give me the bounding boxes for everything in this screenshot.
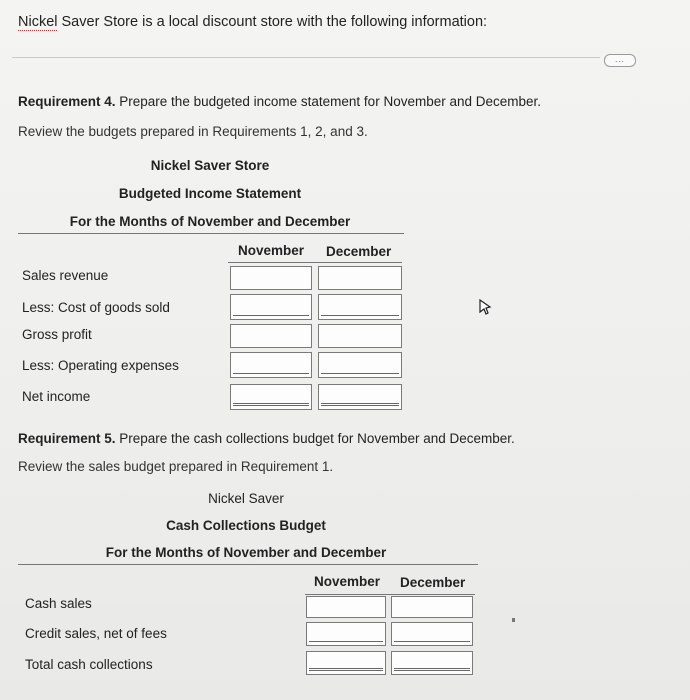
intro-company-word: Nickel xyxy=(18,14,58,30)
req4-heading xyxy=(18,94,541,109)
req5-company: Nickel Saver xyxy=(208,491,284,506)
req4-review: Review the budgets prepared in Requirements 1, 2, and 3. xyxy=(18,124,368,139)
req4-period: For the Months of November and December xyxy=(69,214,351,229)
req4-gross-nov-input[interactable] xyxy=(230,324,312,348)
req4-col-december: December xyxy=(326,244,392,259)
req4-gross-dec-input[interactable] xyxy=(318,324,402,348)
req5-col-november: November xyxy=(314,574,381,589)
req4-row-label: Sales revenue xyxy=(22,268,109,283)
intro-text xyxy=(18,14,487,30)
req5-col-december: December xyxy=(400,575,466,590)
more-options-button[interactable]: ... xyxy=(604,54,636,67)
section-divider xyxy=(12,57,600,58)
req5-row-label: Credit sales, net of fees xyxy=(25,626,167,641)
req4-text: Prepare the budgeted income statement for November and December. xyxy=(115,94,542,109)
req5-cashsales-dec-input[interactable] xyxy=(391,596,473,618)
req5-text: Prepare the cash collections budget for November and December. xyxy=(115,431,515,446)
req5-review: Review the sales budget prepared in Requirement 1. xyxy=(18,459,334,474)
req4-row-label: Gross profit xyxy=(22,327,92,342)
intro-rest: Saver Store is a local discount store with the following information: xyxy=(57,14,488,30)
req4-row-label: Less: Cost of goods sold xyxy=(22,300,170,315)
mouse-cursor-icon xyxy=(478,298,492,316)
req5-statement-title: Cash Collections Budget xyxy=(166,518,326,533)
req5-row-label: Total cash collections xyxy=(25,657,153,672)
req4-colhead-rule xyxy=(228,262,402,263)
req4-netincome-dec-input[interactable] xyxy=(318,384,402,410)
req5-heading xyxy=(18,431,515,446)
req5-credit-nov-input[interactable] xyxy=(306,622,386,646)
req4-col-november: November xyxy=(238,243,305,258)
req5-header-rule xyxy=(18,564,478,565)
req4-company: Nickel Saver Store xyxy=(150,158,270,173)
req5-label: Requirement 5. xyxy=(18,431,116,446)
req4-cogs-nov-input[interactable] xyxy=(230,294,312,320)
req5-row-label: Cash sales xyxy=(25,596,92,611)
req4-row-label: Net income xyxy=(22,389,91,404)
req5-colhead-rule xyxy=(305,594,475,595)
req5-credit-dec-input[interactable] xyxy=(391,622,473,646)
req5-total-dec-input[interactable] xyxy=(391,651,473,675)
req4-sales-nov-input[interactable] xyxy=(230,266,312,290)
req4-netincome-nov-input[interactable] xyxy=(230,384,312,410)
req4-sales-dec-input[interactable] xyxy=(318,266,402,290)
req5-period: For the Months of November and December xyxy=(105,545,387,560)
req5-cashsales-nov-input[interactable] xyxy=(306,596,386,618)
req4-label: Requirement 4. xyxy=(18,94,116,109)
req4-row-label: Less: Operating expenses xyxy=(22,358,179,373)
stray-mark xyxy=(512,618,515,622)
req4-statement-title: Budgeted Income Statement xyxy=(118,186,302,201)
req4-opex-nov-input[interactable] xyxy=(230,352,312,378)
req4-cogs-dec-input[interactable] xyxy=(318,294,402,320)
req4-opex-dec-input[interactable] xyxy=(318,352,402,378)
req5-total-nov-input[interactable] xyxy=(306,651,386,675)
req4-header-rule xyxy=(18,233,404,234)
